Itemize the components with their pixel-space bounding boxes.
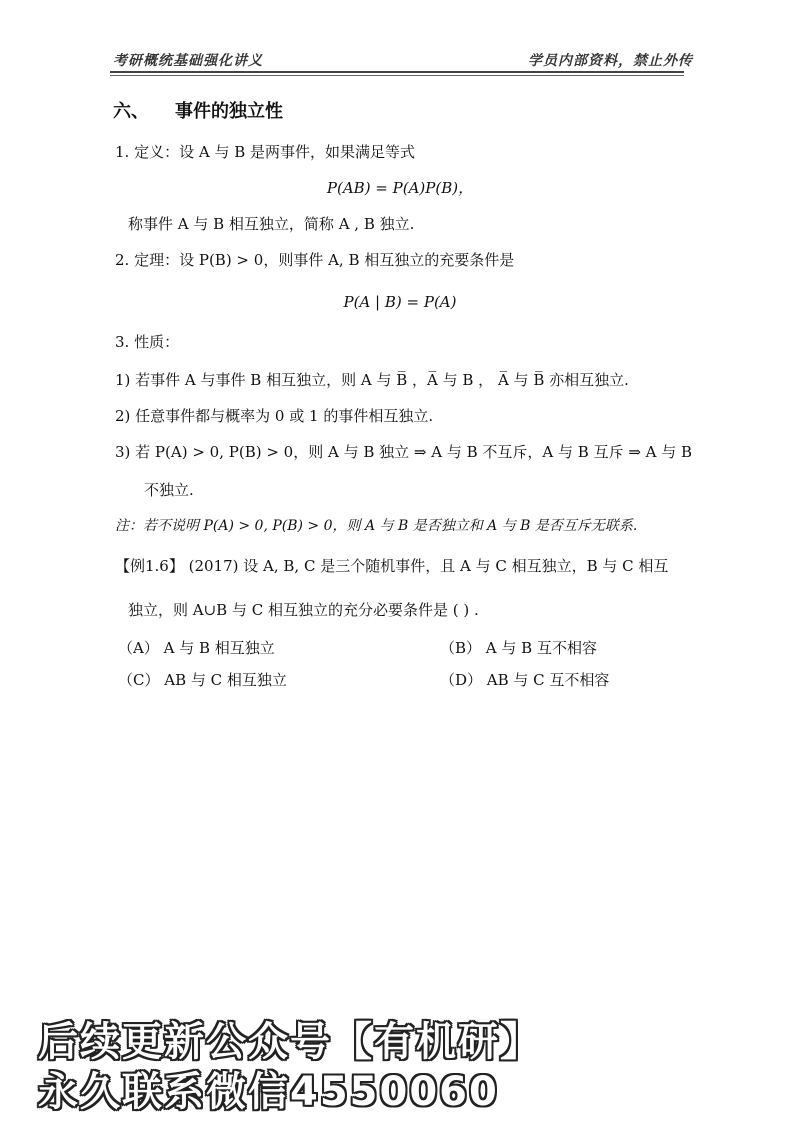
definition-formula: P(AB) = P(A)P(B)， — [326, 179, 474, 197]
property-3: 3) 若 P(A) > 0, P(B) > 0，则 A 与 B 独立 ⇒ A 与 B 不互斥，A 与 B 互斥 ⇒ A 与 B — [115, 443, 693, 461]
watermark-line-1: 后续更新公众号【有机研】 — [38, 1019, 542, 1065]
example-line-2: 独立，则 A∪B 与 C 相互独立的充分必要条件是 ( ) . — [128, 601, 479, 619]
option-c: （C） AB 与 C 相互独立 — [118, 671, 287, 689]
definition-line: 1. 定义：设 A 与 B 是两事件，如果满足等式 — [115, 143, 416, 161]
option-a: （A） A 与 B 相互独立 — [118, 639, 275, 657]
property-2: 2) 任意事件都与概率为 0 或 1 的事件相互独立. — [115, 407, 434, 425]
property-heading: 3. 性质： — [115, 333, 180, 351]
watermark-line-2: 永久联系微信4550060 — [38, 1069, 499, 1115]
section-number: 六、 — [113, 101, 149, 122]
header-rule-thin — [110, 75, 684, 76]
theorem-line: 2. 定理：设 P(B) > 0，则事件 A, B 相互独立的充要条件是 — [115, 251, 515, 269]
property-3-cont: 不独立. — [144, 481, 194, 499]
theorem-formula: P(A | B) = P(A) — [343, 293, 457, 311]
header-right: 学员内部资料，禁止外传 — [528, 53, 693, 69]
option-d: （D） AB 与 C 互不相容 — [440, 671, 610, 689]
section-title — [113, 102, 283, 122]
property-1: 1) 若事件 A 与事件 B 相互独立，则 A 与 B̅ ，A̅ 与 B ， A̅ 与 B̅ 亦相互独立. — [115, 371, 629, 389]
header-rule — [110, 71, 684, 73]
definition-line-2: 称事件 A 与 B 相互独立，简称 A , B 独立. — [128, 215, 415, 233]
section-title-text: 事件的独立性 — [175, 101, 283, 122]
option-b: （B） A 与 B 互不相容 — [440, 639, 597, 657]
example-line-1: 【例1.6】 (2017) 设 A, B, C 是三个随机事件，且 A 与 C 相互独立，B 与 C 相互 — [115, 557, 669, 575]
note-line: 注：若不说明 P(A) > 0, P(B) > 0，则 A 与 B 是否独立和 A 与 B 是否互斥无联系. — [115, 518, 638, 534]
header-left: 考研概统基础强化讲义 — [113, 53, 263, 69]
